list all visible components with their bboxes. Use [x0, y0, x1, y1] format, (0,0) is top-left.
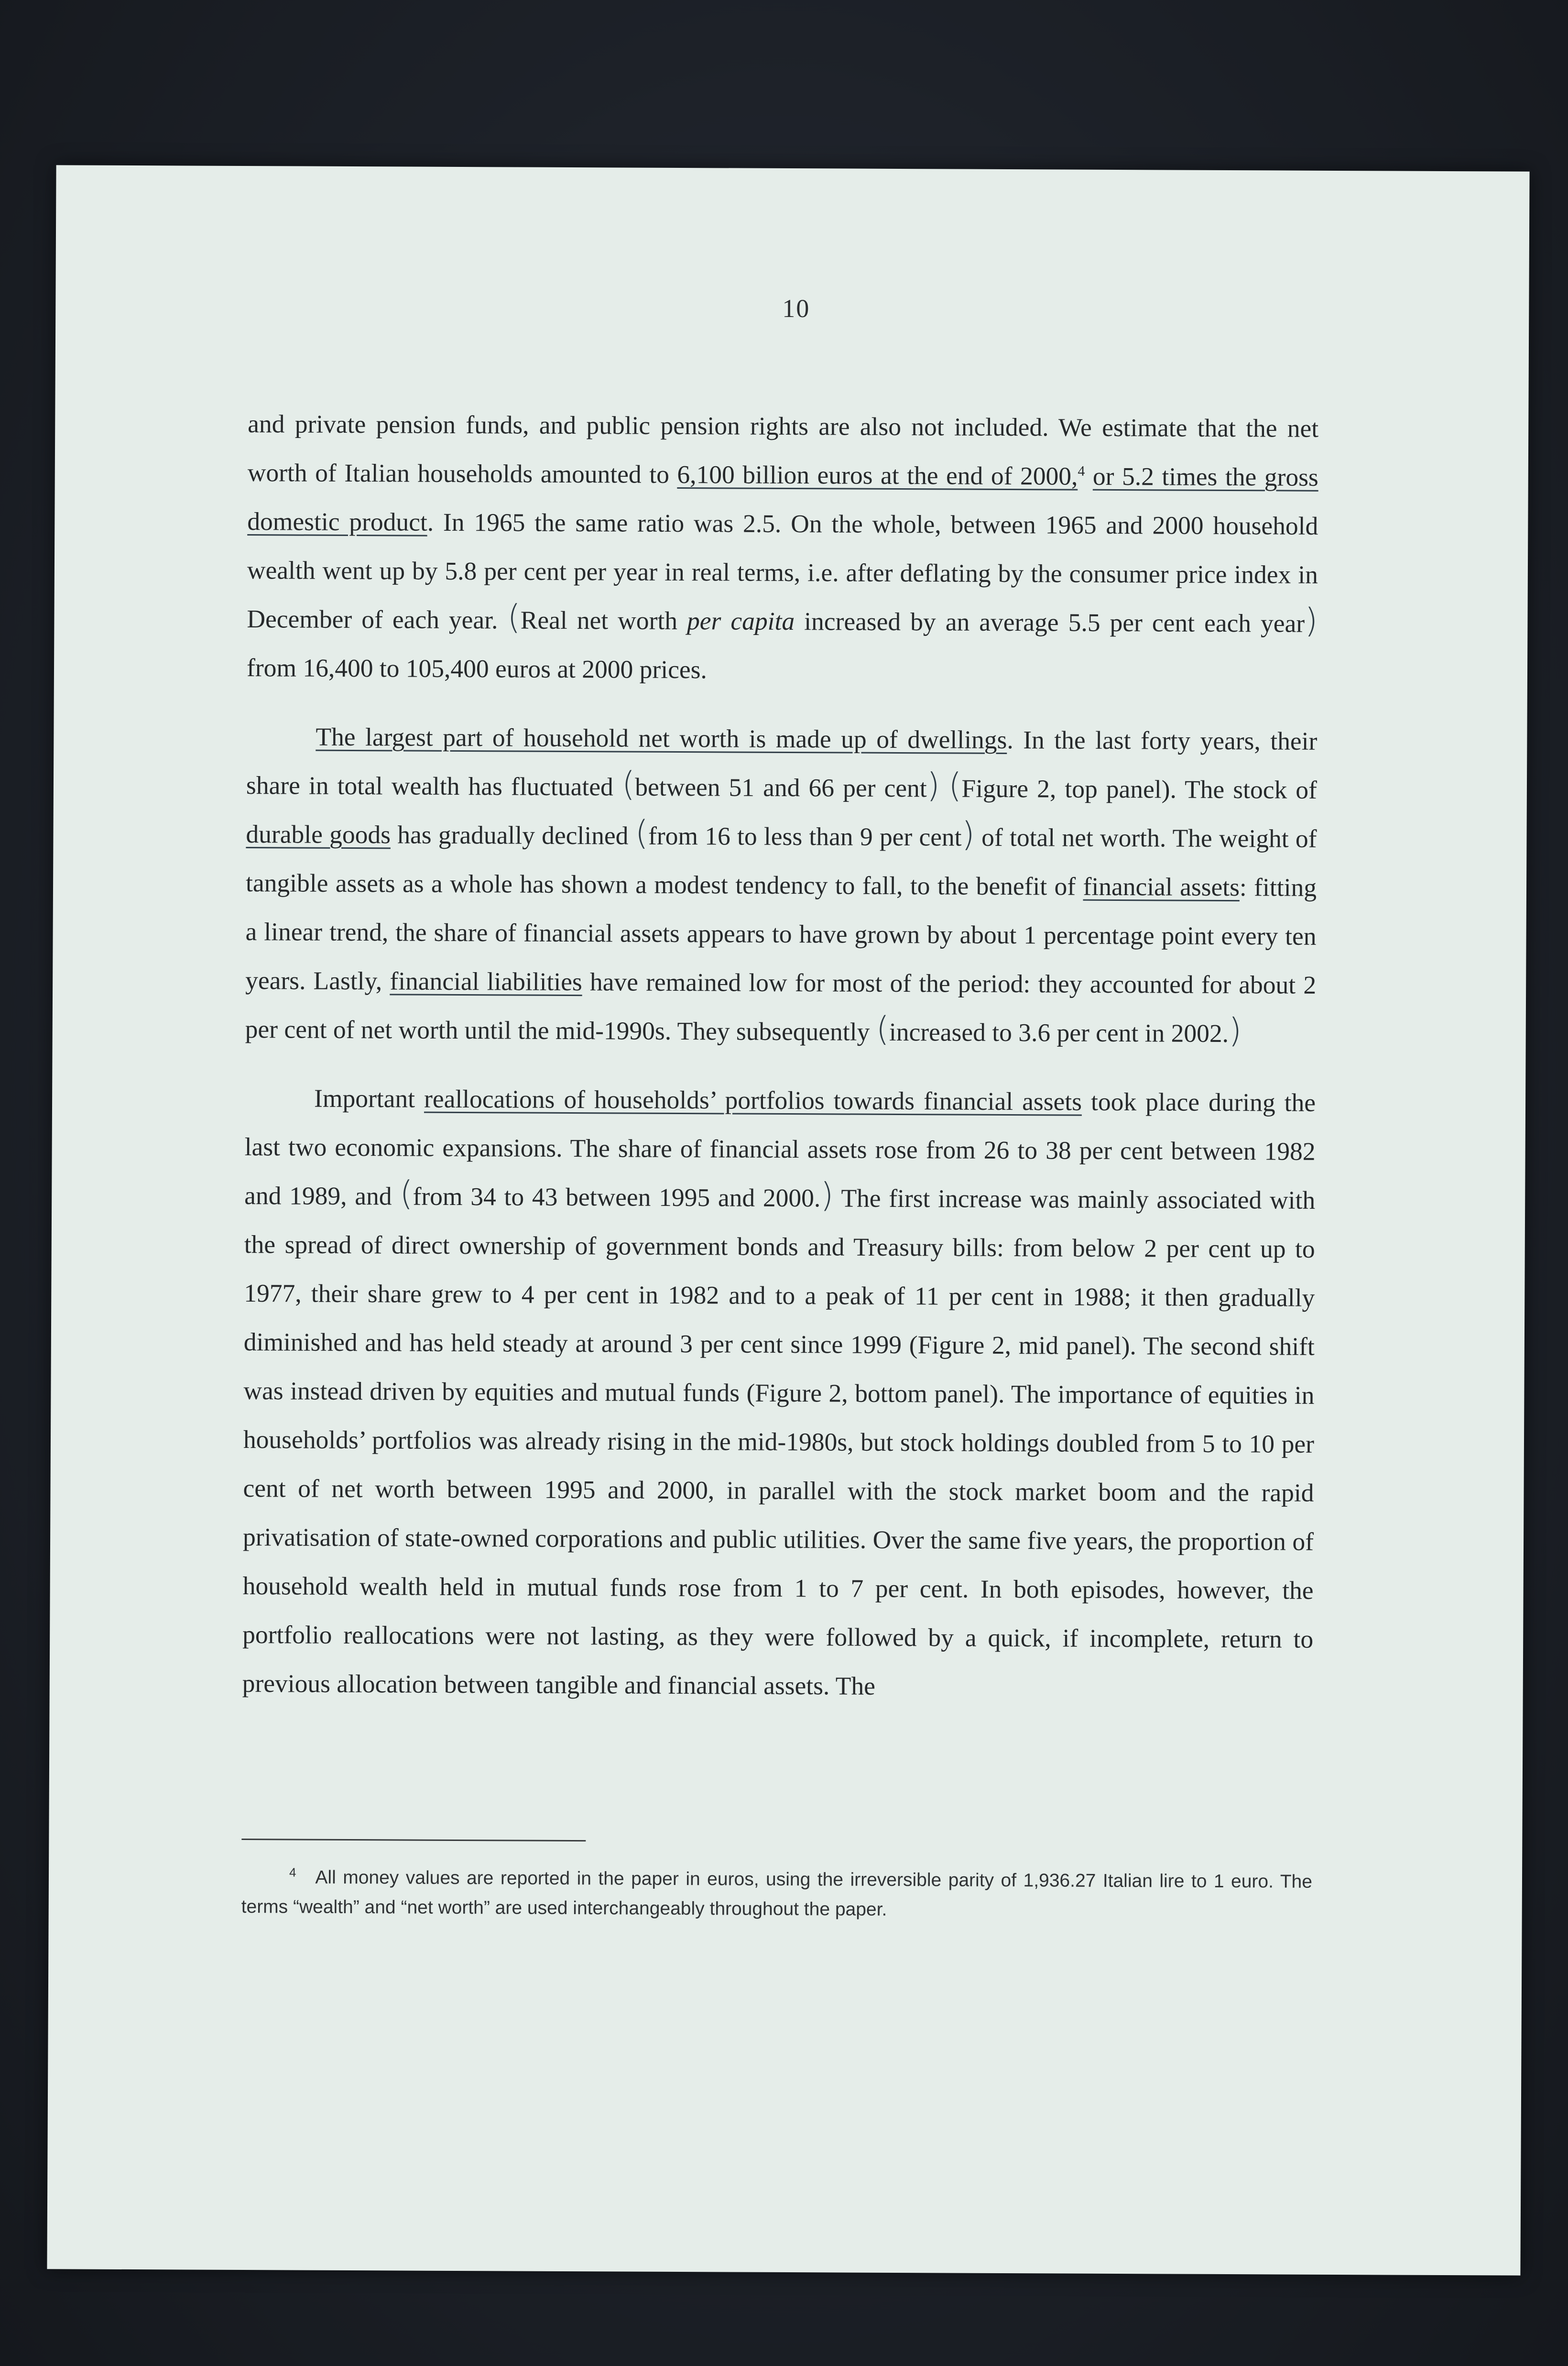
pen-bracket-close: ) — [1304, 601, 1318, 640]
text-run: Real net worth — [520, 605, 687, 635]
text-run: . In the last forty years, their share in total wealth has fluctuated — [246, 725, 1318, 801]
text-run: top panel). The stock of — [1056, 774, 1318, 804]
page-number: 10 — [782, 294, 810, 323]
pen-bracket-open: ( — [948, 766, 962, 805]
text-run: Figure 2, — [961, 774, 1056, 803]
text-run — [1085, 462, 1093, 491]
pen-bracket-close: ) — [820, 1175, 834, 1215]
pen-bracket-open: ( — [635, 813, 649, 853]
body-text — [242, 399, 1319, 1712]
underlined-phrase: durable goods — [246, 820, 391, 849]
text-run: increased to 3.6 per cent in 2002. — [889, 1017, 1229, 1048]
underlined-phrase: reallocations of households’ portfolios towards financial assets — [424, 1084, 1082, 1116]
pen-bracket-close: ) — [926, 766, 940, 805]
text-run: between 51 and 66 per cent — [635, 772, 927, 803]
text-run: increased by an average 5.5 per cent each year — [795, 607, 1305, 638]
paragraph-3 — [242, 1073, 1316, 1712]
pen-bracket-open: ( — [621, 764, 635, 804]
pen-bracket-open: ( — [507, 597, 521, 637]
paragraph-1 — [247, 399, 1319, 697]
text-run: of total net worth. The weight of tangible assets as a whole has shown a modest tendency to fall, to the benefit of — [245, 822, 1317, 901]
text-run: The first increase was mainly associated with the spread of direct ownership of government bonds and Treasury bills: from below 2 per cent up to 1977, their share grew to 4 per cent in 1982 and to a peak of 11 per cent in 1988; it then gradually diminished and has held steady at around 3 per cent since 1999 (Figure 2, mid panel). The second shift was instead driven by equities and mutual funds (Figure 2, bottom panel). The importance of equities in households’ portfolios was already rising in the mid-1980s, but stock holdings doubled from 5 to 10 per cent of net worth between 1995 and 2000, in parallel with the stock market boom and the rapid privatisation of state-owned corporations and public utilities. Over the same five years, the proportion of household wealth held in mutual funds rose from 1 to 7 per cent. In both episodes, however, the portfolio reallocations were not lasting, as they were followed by a quick, if incomplete, return to previous allocation between tangible and financial assets. The — [242, 1183, 1316, 1700]
footnote-divider — [241, 1839, 586, 1841]
text-run: Important — [314, 1084, 425, 1113]
text-run: has gradually declined — [390, 820, 635, 850]
footnote — [241, 1862, 1313, 1927]
pen-bracket-open: ( — [876, 1009, 890, 1049]
footnote-text: All money values are reported in the paper in euros, using the irreversible parity of 1,936.27 Italian lire to 1 euro. The terms “wealth” and “net worth” are used interchangeably throughout the paper. — [241, 1867, 1313, 1920]
underlined-phrase: financial assets — [1083, 872, 1240, 902]
footnote-number: 4 — [289, 1865, 296, 1880]
text-run: took place during the last two economic expansions. The share of financial assets rose from 26 to 38 per cent between 1982 and 1989, and — [244, 1087, 1316, 1211]
underlined-phrase: The largest part of household net worth is made up of dwellings — [316, 722, 1007, 754]
text-run: have remained low for most of the period: they accounted for about 2 per cent of net worth until the mid-1990s. They subsequently — [245, 967, 1317, 1046]
text-run: : fitting a linear trend, the share of financial assets appears to have grown by about 1 percentage point every ten years. Lastly, — [245, 873, 1317, 996]
text-run: from 16,400 to 105,400 euros at 2000 prices. — [246, 653, 707, 684]
text-run: from 34 to 43 between 1995 and 2000. — [413, 1182, 821, 1213]
text-run: . In 1965 the same ratio was 2.5. On the whole, between 1965 and 2000 household wealth went up by 5.8 per cent per year in real terms, i.e. after deflating by the consumer price index in December of each year. — [247, 507, 1318, 635]
italic-phrase: per capita — [686, 606, 795, 636]
underlined-phrase: or 5.2 times the gross domestic product — [247, 461, 1318, 537]
pen-bracket-open: ( — [400, 1173, 413, 1213]
pen-bracket-close: ) — [1228, 1011, 1242, 1051]
paper-page — [47, 165, 1529, 2275]
underlined-phrase: 6,100 billion euros at the end of 2000, — [677, 460, 1078, 491]
text-run: from 16 to less than 9 per cent — [648, 821, 962, 852]
footnote-marker: 4 — [1078, 463, 1085, 479]
underlined-phrase: financial liabilities — [390, 966, 582, 997]
paragraph-2 — [245, 712, 1318, 1058]
text-run: and private pension funds, and public pension rights are also not included. We estimate that the net worth of Italian households amounted to — [247, 409, 1319, 489]
text-run — [940, 774, 948, 802]
pen-bracket-close: ) — [961, 814, 975, 854]
